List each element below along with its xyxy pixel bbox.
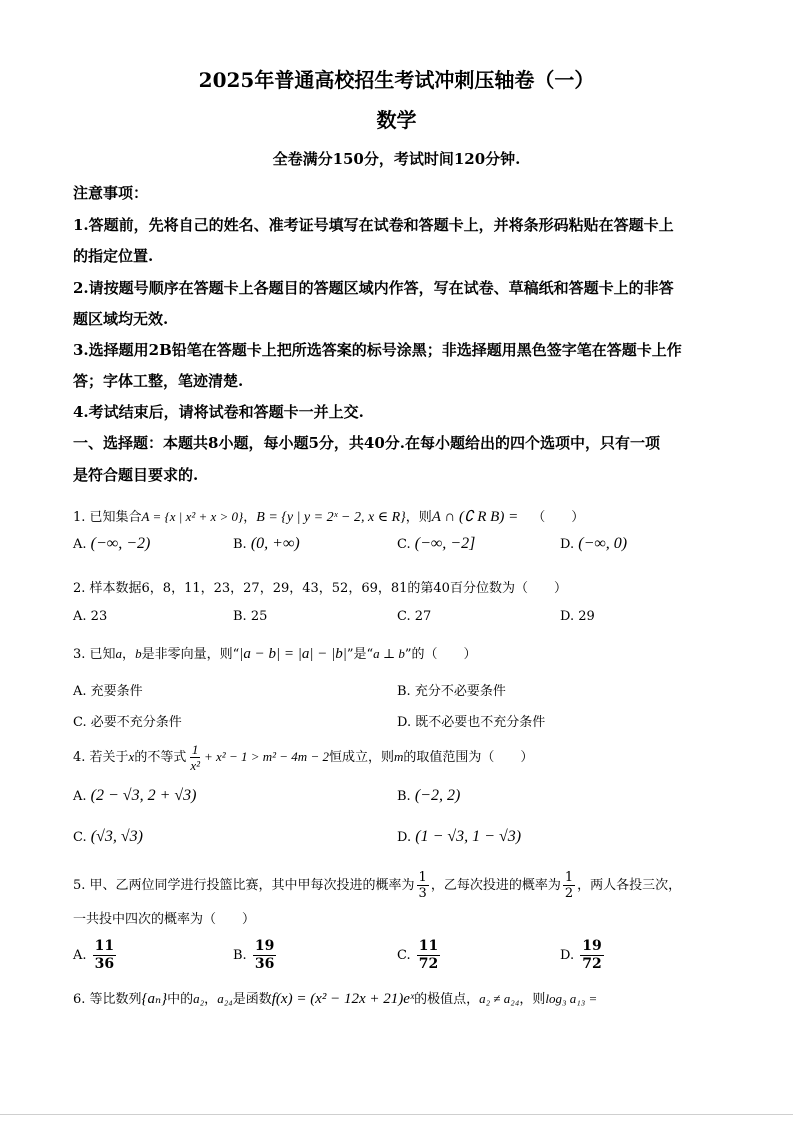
option-value: (√3, √3) [90,828,143,845]
option-a [73,938,118,973]
option-value: 既不必要也不充分条件 [415,715,546,730]
q6-text: 中的 [167,992,194,1007]
notice-line: 2.请按题号顺序在答题卡上各题目的答题区域内作答，写在试卷、草稿纸和答题卡上的非答 [73,279,674,297]
option-label: D. [560,609,575,624]
option-label: D. [397,715,412,730]
option-b [233,609,267,624]
q3-text: ， [122,647,136,662]
fraction [93,938,116,973]
option-c [397,535,475,553]
numerator: 1 [191,742,199,757]
fraction [188,742,202,773]
option-a [73,535,150,553]
option-label: D. [560,948,575,963]
q5-text: ，乙每次投进的概率为 [430,878,561,893]
fraction [253,938,276,973]
option-label: A. [73,948,87,963]
inequality: a₂ ≠ a₂₄ [479,991,520,1006]
option-label: C. [397,948,411,963]
variable-m: m [394,749,404,764]
option-c [397,609,431,624]
option-label: A. [73,537,87,552]
q5-text: 5. 甲、乙两位同学进行投篮比赛，其中甲每次投进的概率为 [73,878,415,893]
option-label: B. [233,537,247,552]
option-label: B. [233,609,247,624]
q3-text: 是非零向量，则“ [141,647,240,662]
q6-text: ，则 [519,992,546,1007]
option-value: 充分不必要条件 [414,684,506,699]
condition-1: |a − b| = |a| − |b| [239,646,347,662]
fraction [417,870,429,901]
option-value: (−∞, 0) [578,535,628,552]
numerator: 19 [254,938,275,954]
function-f: f(x) = (x² − 12x + 21)eˣ [271,991,415,1007]
option-label: D. [560,537,575,552]
q4-text: 4. 若关于 [73,750,129,765]
notice-heading: 注意事项： [73,184,149,202]
option-value: 必要不充分条件 [90,715,182,730]
q6-text: ， [204,992,218,1007]
q5-text: ，两人各投三次， [577,878,682,893]
option-value: (−∞, −2] [414,535,476,552]
page-bottom-rule [0,1114,793,1115]
option-value: (−∞, −2) [90,535,151,552]
numerator: 11 [94,938,115,954]
denominator: 3 [418,886,427,901]
option-label: B. [397,684,411,699]
term-a24: a₂₄ [217,991,233,1006]
option-d [560,609,595,624]
q4-text: 的取值范围为（ ） [403,750,534,765]
denominator: 72 [418,956,439,972]
q3-text: ”是“ [346,647,374,662]
option-d [397,711,545,730]
option-label: B. [233,948,247,963]
q1-then: ，则 [405,510,432,525]
q3-text: ”的（ ） [404,647,477,662]
subject-title: 数学 [376,108,417,132]
option-label: D. [397,830,412,845]
set-b: B = {y | y = 2ˣ − 2, x ∈ R} [256,510,406,525]
option-value: (−2, 2) [414,787,461,804]
q3-text: 3. 已知 [73,647,116,662]
exam-title: 2025年普通高校招生考试冲刺压轴卷（一） [198,68,595,92]
denominator: 36 [254,956,275,972]
question-4-stem [73,742,533,773]
condition-2: a ⊥ b [373,646,405,661]
numerator: 11 [418,938,439,954]
variable-x: x [128,749,135,764]
q1-prefix: 1. 已知集合 [73,510,142,525]
question-3-stem [73,643,477,663]
q6-text: 6. 等比数列 [73,992,142,1007]
option-d [397,828,521,846]
option-value: 充要条件 [90,684,143,699]
denominator: 2 [564,886,574,901]
notice-line: 题区域均无效. [73,310,169,328]
log-expression: log₃ a₁₃ = [545,991,598,1006]
notice-line: 答；字体工整，笔迹清楚. [73,372,244,390]
option-c [397,938,442,973]
numerator: 19 [582,938,602,954]
notice-line: 的指定位置. [73,247,154,265]
notice-line: 1.答题前，先将自己的姓名、准考证号填写在试卷和答题卡上，并将条形码粘贴在答题卡上 [73,216,674,234]
option-a [73,787,196,805]
inequality: + x² − 1 > m² − 4m − 2 [204,749,329,764]
q4-text: 恒成立，则 [328,750,394,765]
fraction [563,870,575,901]
numerator: 1 [564,870,574,885]
option-d [560,535,627,553]
answer-paren: （ ） [532,510,585,525]
option-b [233,535,300,553]
section-heading: 是符合题目要求的. [73,466,199,484]
question-6-stem [73,988,597,1008]
option-label: A. [73,609,87,624]
option-a [73,680,143,699]
option-d [560,938,606,973]
q4-text: 的不等式 [134,750,187,765]
section-heading: 一、选择题：本题共8小题，每小题5分，共40分.在每小题给出的四个选项中，只有一项 [73,434,660,452]
option-label: A. [73,789,87,804]
exam-info: 全卷满分150分，考试时间120分钟. [272,150,521,168]
option-label: A. [73,684,87,699]
option-value: (0, +∞) [250,535,300,552]
notice-line: 3.选择题用2B铅笔在答题卡上把所选答案的标号涂黑；非选择题用黑色签字笔在答题卡上作 [73,341,682,359]
option-label: C. [397,537,411,552]
option-c [73,711,182,730]
question-5-line2: 一共投中四次的概率为（ ） [73,912,256,927]
option-value: 27 [414,609,432,624]
option-b [397,787,460,805]
denominator: x² [190,758,201,773]
denominator: 36 [94,956,115,972]
option-label: C. [397,609,411,624]
numerator: 1 [418,870,427,885]
question-1-stem [73,506,584,526]
option-c [73,828,143,846]
sequence: {aₙ} [141,991,168,1007]
option-value: (1 − √3, 1 − √3) [415,828,522,845]
option-value: 23 [90,609,108,624]
option-value: 29 [578,609,595,624]
question-5-stem [73,870,681,901]
notice-line: 4.考试结束后，请将试卷和答题卡一并上交. [73,403,364,421]
vector-b: b [135,646,142,661]
q1-sep: ， [243,510,257,525]
option-label: C. [73,830,87,845]
term-a2: a₂ [193,991,205,1006]
option-b [233,938,278,973]
fraction [417,938,440,973]
denominator: 72 [582,956,602,972]
option-b [397,680,506,699]
set-a: A = {x | x² + x > 0} [141,509,244,524]
q6-text: 是函数 [232,992,272,1007]
question-2-stem: 2. 样本数据6，8，11，23，27，29，43，52，69，81的第40百分位数为（ ） [73,581,567,596]
option-value: (2 − √3, 2 + √3) [90,787,197,804]
option-label: C. [73,715,87,730]
q1-expression: A ∩ (∁ R B) = [431,509,519,525]
vector-a: a [115,646,123,661]
q6-text: 的极值点， [414,992,480,1007]
fraction [580,938,603,973]
option-label: B. [397,789,411,804]
option-value: 25 [250,609,268,624]
option-a [73,609,107,624]
